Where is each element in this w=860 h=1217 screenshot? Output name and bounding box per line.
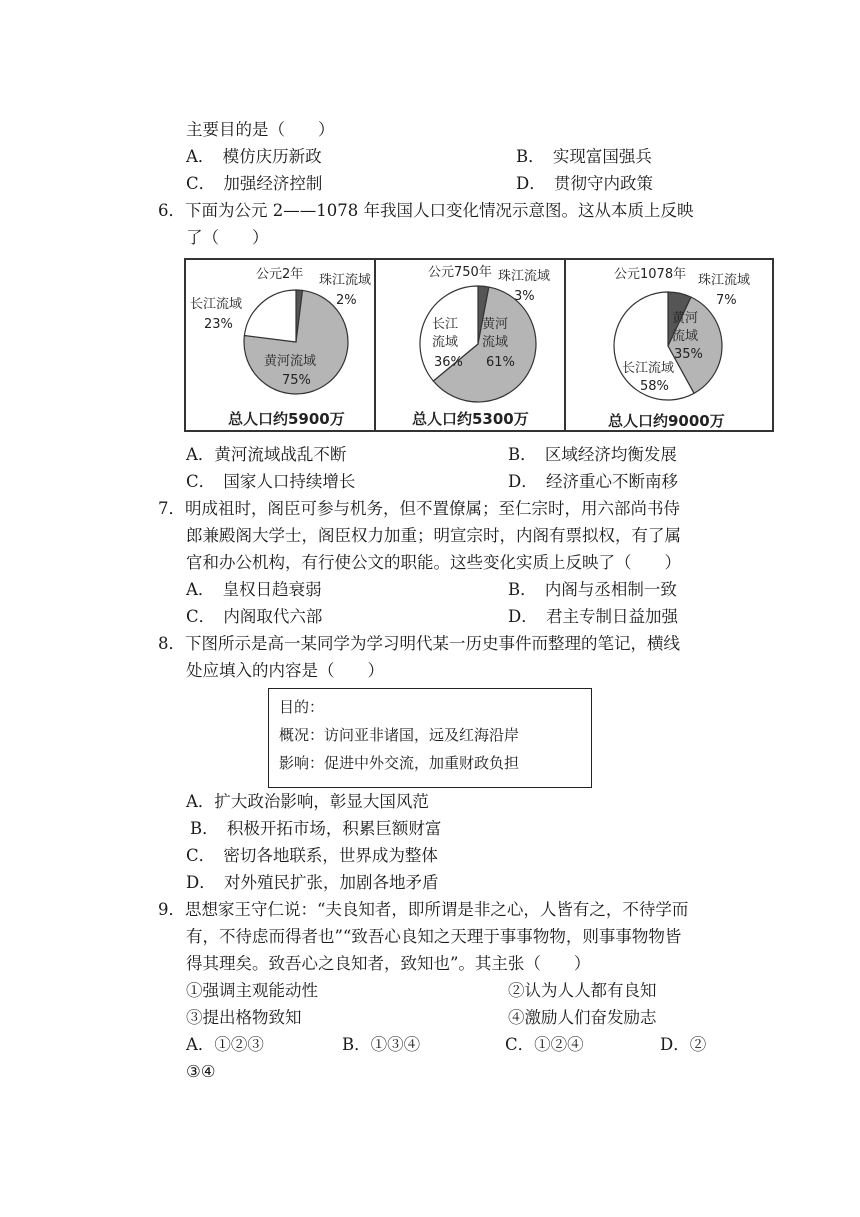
pie-pct-huanghe-1078: 35% xyxy=(674,347,703,362)
note-overview: 概况：访问亚非诸国，远及红海沿岸 xyxy=(279,726,520,744)
pie-slice-changjiang xyxy=(244,290,296,342)
pie-label-huanghe-2: 黄河流域 xyxy=(264,354,317,369)
pie-pct-huanghe-2: 75% xyxy=(282,373,311,388)
q8-stem-line1: 8．下图所示是高一某同学为学习明代某一历史事件而整理的笔记，横线 xyxy=(158,634,680,653)
q7-option-b[interactable]: B． 内阁与丞相制一致 xyxy=(508,580,677,599)
q9-item-2: ②认为人人都有良知 xyxy=(508,981,657,1000)
pie-chart-750 xyxy=(376,260,568,434)
q9-stem-line2: 有，不待虑而得者也”“致吾心良知之天理于事事物物，则事事物物皆 xyxy=(186,927,682,946)
q7-stem-line1: 7．明成祖时，阁臣可参与机务，但不置僚属；至仁宗时，用六部尚书侍 xyxy=(158,499,680,518)
pie-panel-750 xyxy=(374,258,566,432)
q5-option-b[interactable]: B． 实现富国强兵 xyxy=(516,147,652,166)
q7-option-c[interactable]: C． 内阁取代六部 xyxy=(186,607,323,626)
pie-pct-changjiang-750: 36% xyxy=(434,355,463,370)
pie-pct-huanghe-750: 61% xyxy=(486,355,515,370)
q9-stem-line1: 9．思想家王守仁说：“夫良知者，即所谓是非之心，人皆有之，不待学而 xyxy=(158,900,689,919)
q9-stem-line3: 得其理矣。致吾心之良知者，致知也”。其主张（ ） xyxy=(186,954,591,973)
q9-option-c[interactable]: C．①②④ xyxy=(505,1035,584,1054)
note-impact: 影响：促进中外交流，加重财政负担 xyxy=(279,754,520,772)
q5-option-a[interactable]: A． 模仿庆历新政 xyxy=(186,147,322,166)
study-notes-box xyxy=(268,688,592,788)
note-purpose: 目的： xyxy=(279,698,325,716)
pie-label-zhujiang-1078: 珠江流域 xyxy=(698,273,751,288)
pie-pct-zhujiang-2: 2% xyxy=(336,293,357,308)
pie-footer-2: 总人口约5900万 xyxy=(228,410,345,428)
pie-title-1078: 公元1078年 xyxy=(614,267,687,282)
q8-option-c[interactable]: C． 密切各地联系，世界成为整体 xyxy=(186,846,438,865)
pie-label-changjiang-1078: 长江流域 xyxy=(622,361,675,376)
q6-option-c[interactable]: C． 国家人口持续增长 xyxy=(186,472,356,491)
pie-label-huanghe-750b: 流域 xyxy=(482,335,509,350)
pie-pct-changjiang-1078: 58% xyxy=(640,379,669,394)
pie-label-zhujiang-2: 珠江流域 xyxy=(319,273,372,288)
q9-option-d-cont: ③④ xyxy=(186,1062,216,1081)
pie-chart-2 xyxy=(186,260,378,434)
pie-label-zhujiang-750: 珠江流域 xyxy=(498,269,551,284)
q6-stem-line1: 6．下面为公元 2——1078 年我国人口变化情况示意图。这从本质上反映 xyxy=(158,201,694,220)
pie-pct-zhujiang-750: 3% xyxy=(514,289,535,304)
pie-title-750: 公元750年 xyxy=(428,265,492,280)
q6-stem-line2: 了（ ） xyxy=(186,228,269,247)
q9-option-a[interactable]: A．①②③ xyxy=(186,1035,264,1054)
pie-label-huanghe-750a: 黄河 xyxy=(482,317,509,332)
q8-stem-line2: 处应填入的内容是（ ） xyxy=(186,661,384,680)
q9-item-1: ①强调主观能动性 xyxy=(186,981,318,1000)
q9-item-4: ④激励人们奋发励志 xyxy=(508,1008,657,1027)
q8-option-d[interactable]: D． 对外殖民扩张，加剧各地矛盾 xyxy=(186,873,439,892)
pie-label-changjiang-2: 长江流域 xyxy=(190,297,243,312)
q5-option-c[interactable]: C． 加强经济控制 xyxy=(186,174,323,193)
q9-option-b[interactable]: B．①③④ xyxy=(342,1035,421,1054)
pie-title-2: 公元2年 xyxy=(256,267,304,282)
q7-option-a[interactable]: A． 皇权日趋衰弱 xyxy=(186,580,322,599)
pie-chart-1078 xyxy=(566,260,776,434)
q8-option-a[interactable]: A．扩大政治影响，彰显大国风范 xyxy=(186,792,429,811)
pie-panel-2 xyxy=(184,258,376,432)
pie-label-changjiang-750b: 流域 xyxy=(432,335,459,350)
q6-option-a[interactable]: A．黄河流域战乱不断 xyxy=(186,445,347,464)
pie-label-changjiang-750a: 长江 xyxy=(432,317,459,332)
q7-option-d[interactable]: D． 君主专制日益加强 xyxy=(508,607,678,626)
pie-label-huanghe-1078b: 流域 xyxy=(672,329,699,344)
pie-label-huanghe-1078a: 黄河 xyxy=(672,311,699,326)
q9-option-d[interactable]: D．② xyxy=(660,1035,707,1054)
pie-panel-1078 xyxy=(564,258,774,432)
q6-option-d[interactable]: D． 经济重心不断南移 xyxy=(508,472,678,491)
pie-pct-zhujiang-1078: 7% xyxy=(716,293,737,308)
q7-stem-line3: 官和办公机构，有行使公文的职能。这些变化实质上反映了（ ） xyxy=(186,553,681,572)
q6-option-b[interactable]: B． 区域经济均衡发展 xyxy=(508,445,677,464)
q8-option-b[interactable]: B． 积极开拓市场，积累巨额财富 xyxy=(190,819,442,838)
pie-footer-750: 总人口约5300万 xyxy=(412,410,529,428)
q5-option-d[interactable]: D． 贯彻守内政策 xyxy=(516,174,653,193)
pie-pct-changjiang-2: 23% xyxy=(204,317,233,332)
pie-footer-1078: 总人口约9000万 xyxy=(608,412,725,430)
q7-stem-line2: 郎兼殿阁大学士，阁臣权力加重；明宣宗时，内阁有票拟权，有了属 xyxy=(186,526,681,545)
q5-stem: 主要目的是（ ） xyxy=(186,120,335,139)
q9-item-3: ③提出格物致知 xyxy=(186,1008,302,1027)
population-pie-charts xyxy=(184,258,774,434)
